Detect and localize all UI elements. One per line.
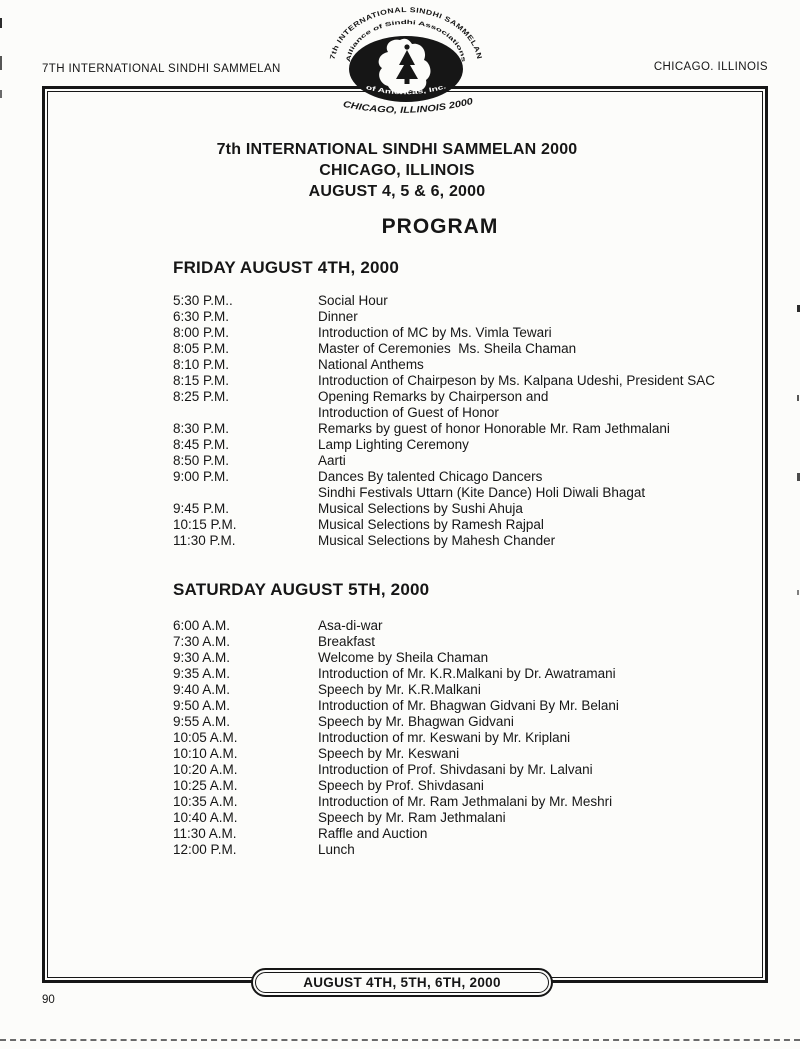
schedule-row (173, 309, 759, 325)
schedule-row (173, 389, 759, 421)
schedule-time: 10:40 A.M. (173, 810, 238, 825)
footer-date-label: AUGUST 4TH, 5TH, 6TH, 2000 (303, 975, 501, 990)
schedule-time: 10:35 A.M. (173, 794, 238, 809)
schedule-time: 8:15 P.M. (173, 373, 230, 388)
logo-arc-inner-text: Alliance of Sindhi Associations (345, 19, 466, 63)
schedule-event (318, 778, 759, 794)
schedule-event (318, 730, 759, 746)
schedule-event (318, 325, 759, 341)
schedule-row (173, 682, 759, 698)
schedule-time: 9:50 A.M. (173, 698, 231, 713)
schedule-event (318, 746, 759, 762)
header-right-text: CHICAGO. ILLINOIS (653, 61, 768, 73)
event-line: Musical Selections by Sushi Ahuja (318, 501, 523, 516)
footer-date-capsule (251, 968, 553, 997)
event-line: Sindhi Festivals Uttarn (Kite Dance) Holi Diwali Bhagat (318, 485, 646, 500)
schedule-row (173, 778, 759, 794)
schedule-row (173, 762, 759, 778)
event-line: Speech by Mr. Bhagwan Gidvani (318, 714, 514, 729)
schedule-time: 9:55 A.M. (173, 714, 231, 729)
schedule-event (318, 341, 759, 357)
title-line-2: CHICAGO, ILLINOIS (319, 162, 475, 179)
schedule-time: 8:30 P.M. (173, 421, 230, 436)
schedule-time: 12:00 P.M. (173, 842, 237, 857)
event-line: Speech by Prof. Shivdasani (318, 778, 484, 793)
logo-inside-bottom-text: of Americas, Inc. (365, 83, 446, 97)
event-line: Dances By talented Chicago Dancers (318, 469, 543, 484)
schedule-row (173, 714, 759, 730)
section-heading: SATURDAY AUGUST 5TH, 2000 (173, 580, 430, 599)
schedule-event (318, 826, 759, 842)
schedule-event (318, 357, 759, 373)
schedule-row (173, 794, 759, 810)
title-line-3: AUGUST 4, 5 & 6, 2000 (308, 183, 486, 200)
title-line-1: 7th INTERNATIONAL SINDHI SAMMELAN 2000 (216, 141, 578, 158)
event-line: Asa-di-war (318, 618, 383, 633)
schedule-event (318, 373, 759, 389)
schedule-event (318, 469, 759, 501)
event-line: Social Hour (318, 293, 388, 308)
scan-artifact-mark (0, 90, 2, 98)
schedule-time: 8:00 P.M. (173, 325, 230, 340)
title-block (37, 139, 757, 202)
schedule-row (173, 421, 759, 437)
schedule-event (318, 650, 759, 666)
header-left-text: 7TH INTERNATIONAL SINDHI SAMMELAN (42, 63, 281, 75)
event-line: Musical Selections by Mahesh Chander (318, 533, 556, 548)
schedule-row (173, 826, 759, 842)
logo-below-text: CHICAGO, ILLINOIS 2000 (342, 96, 473, 115)
schedule-event (318, 309, 759, 325)
schedule-event (318, 634, 759, 650)
schedule-time: 6:30 P.M. (173, 309, 230, 324)
schedule-time: 9:35 A.M. (173, 666, 231, 681)
schedule-row (173, 373, 759, 389)
schedule-event (318, 698, 759, 714)
schedule-time: 8:25 P.M. (173, 389, 230, 404)
schedule-row (173, 746, 759, 762)
schedule-time: 10:10 A.M. (173, 746, 238, 761)
schedule-event (318, 794, 759, 810)
schedule-event (318, 682, 759, 698)
schedule-event (318, 293, 759, 309)
schedule-event (318, 517, 759, 533)
schedule-time: 11:30 P.M. (173, 533, 236, 548)
schedule-event (318, 501, 759, 517)
program-heading: PROGRAM (381, 215, 499, 238)
page-number: 90 (42, 994, 55, 1006)
sammelan-logo (326, 2, 486, 126)
friday-section (173, 258, 759, 549)
schedule-row (173, 666, 759, 682)
schedule-row (173, 533, 759, 549)
schedule-event (318, 453, 759, 469)
schedule-time: 5:30 P.M.. (173, 293, 233, 308)
event-line: Speech by Mr. Keswani (318, 746, 460, 761)
schedule-time: 11:30 A.M. (173, 826, 237, 841)
schedule-event (318, 762, 759, 778)
scan-artifact-mark (797, 395, 799, 401)
event-line: Aarti (318, 453, 346, 468)
schedule-time: 10:15 P.M. (173, 517, 237, 532)
schedule-event (318, 714, 759, 730)
schedule-event (318, 389, 759, 421)
schedule-row (173, 325, 759, 341)
schedule-time: 8:45 P.M. (173, 437, 230, 452)
event-line: Introduction of MC by Ms. Vimla Tewari (318, 325, 552, 340)
schedule-event (318, 533, 759, 549)
event-line: Introduction of mr. Keswani by Mr. Kriplani (318, 730, 571, 745)
schedule-rows (173, 618, 759, 858)
schedule-event (318, 842, 759, 858)
logo-arc-top-text: 7th INTERNATIONAL SINDHI SAMMELAN (329, 6, 483, 61)
logo-deity-base (405, 79, 410, 84)
event-line: National Anthems (318, 357, 424, 372)
event-line: Speech by Mr. K.R.Malkani (318, 682, 481, 697)
event-line: Raffle and Auction (318, 826, 428, 841)
scan-artifact-mark (0, 18, 2, 28)
event-line: Introduction of Guest of Honor (318, 405, 499, 420)
schedule-row (173, 730, 759, 746)
schedule-row (173, 650, 759, 666)
event-line: Dinner (318, 309, 358, 324)
footer-date-capsule-inner (255, 972, 549, 993)
event-line: Breakfast (318, 634, 376, 649)
schedule-time: 7:30 A.M. (173, 634, 231, 649)
schedule-row (173, 469, 759, 501)
schedule-row (173, 634, 759, 650)
event-line: Welcome by Sheila Chaman (318, 650, 489, 665)
schedule-time: 9:45 P.M. (173, 501, 230, 516)
event-line: Master of Ceremonies Ms. Sheila Chaman (318, 341, 577, 356)
schedule-row (173, 453, 759, 469)
schedule-time: 9:00 P.M. (173, 469, 230, 484)
schedule-time: 8:50 P.M. (173, 453, 230, 468)
schedule-event (318, 666, 759, 682)
schedule-event (318, 437, 759, 453)
schedule-event (318, 810, 759, 826)
schedule-row (173, 341, 759, 357)
schedule-time: 9:30 A.M. (173, 650, 231, 665)
logo-deity-head (404, 44, 409, 49)
schedule-time: 6:00 A.M. (173, 618, 231, 633)
event-line: Introduction of Mr. Bhagwan Gidvani By Mr. Belani (318, 698, 619, 713)
event-line: Introduction of Chairpeson by Ms. Kalpana Udeshi, President SAC (318, 373, 715, 388)
event-line: Lunch (318, 842, 355, 857)
schedule-time: 10:25 A.M. (173, 778, 238, 793)
schedule-row (173, 842, 759, 858)
schedule-row (173, 293, 759, 309)
schedule-row (173, 618, 759, 634)
schedule-row (173, 810, 759, 826)
schedule-row (173, 437, 759, 453)
schedule-rows (173, 293, 759, 549)
event-line: Remarks by guest of honor Honorable Mr. Ram Jethmalani (318, 421, 670, 436)
event-line: Speech by Mr. Ram Jethmalani (318, 810, 506, 825)
schedule-time: 10:05 A.M. (173, 730, 238, 745)
event-line: Musical Selections by Ramesh Rajpal (318, 517, 544, 532)
schedule-event (318, 618, 759, 634)
schedule-event (318, 421, 759, 437)
event-line: Introduction of Prof. Shivdasani by Mr. Lalvani (318, 762, 593, 777)
schedule-row (173, 698, 759, 714)
section-heading: FRIDAY AUGUST 4TH, 2000 (173, 258, 399, 277)
schedule-time: 8:10 P.M. (173, 357, 230, 372)
scan-artifact-mark (0, 56, 2, 70)
event-line: Introduction of Mr. Ram Jethmalani by Mr. Meshri (318, 794, 613, 809)
schedule-time: 10:20 A.M. (173, 762, 238, 777)
program-border-box (42, 86, 768, 983)
schedule-time: 9:40 A.M. (173, 682, 231, 697)
event-line: Opening Remarks by Chairperson and (318, 389, 549, 404)
saturday-section (173, 580, 759, 858)
schedule-row (173, 517, 759, 533)
scan-artifact-line (0, 1039, 800, 1041)
event-line: Introduction of Mr. K.R.Malkani by Dr. Awatramani (318, 666, 616, 681)
schedule-row (173, 357, 759, 373)
schedule-row (173, 501, 759, 517)
scan-artifact-mark (797, 590, 799, 595)
schedule-time: 8:05 P.M. (173, 341, 230, 356)
event-line: Lamp Lighting Ceremony (318, 437, 469, 452)
